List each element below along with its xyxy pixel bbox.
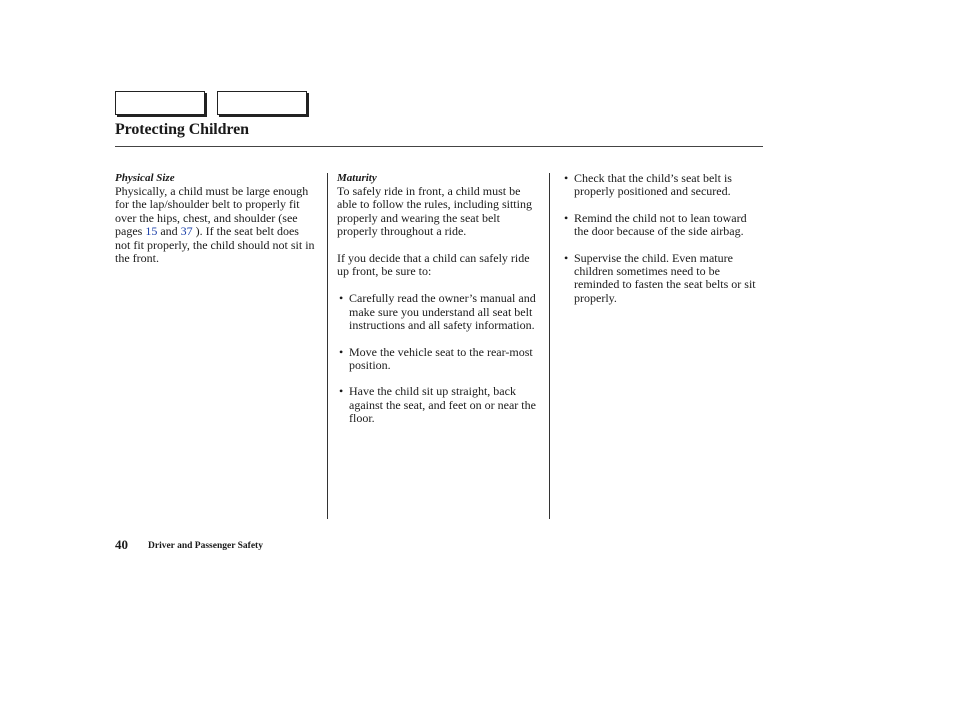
list-item bbox=[337, 346, 543, 373]
list-item bbox=[337, 292, 543, 332]
list-item-text: Carefully read the owner’s manual and make sure you understand all seat belt instructions and all safety information. bbox=[349, 291, 536, 333]
page-link-37[interactable]: 37 bbox=[180, 224, 193, 239]
page-title: Protecting Children bbox=[115, 121, 249, 138]
column-checklist bbox=[562, 172, 758, 318]
column-divider bbox=[549, 173, 550, 519]
column-divider bbox=[327, 173, 328, 519]
bullet-icon: • bbox=[564, 210, 569, 225]
list-item bbox=[337, 385, 543, 425]
nav-button-next[interactable] bbox=[217, 91, 307, 115]
footer-section-name: Driver and Passenger Safety bbox=[148, 541, 263, 551]
column-physical-size bbox=[115, 172, 317, 265]
nav-button-previous[interactable] bbox=[115, 91, 205, 115]
list-item bbox=[562, 212, 758, 239]
subheading-physical-size: Physical Size bbox=[115, 172, 175, 184]
list-item bbox=[562, 172, 758, 199]
physical-size-text-start: Physically, a child must be large enough for the lap/shoulder belt to properly fit over the hips, chest, and shoulder (see pages bbox=[115, 184, 309, 239]
physical-size-text-between: and bbox=[157, 224, 181, 239]
bullet-icon: • bbox=[339, 384, 344, 399]
title-divider bbox=[115, 146, 763, 147]
list-item-text: Remind the child not to lean toward the door because of the side airbag. bbox=[574, 210, 747, 239]
bullet-icon: • bbox=[339, 291, 344, 306]
list-item-text: Move the vehicle seat to the rear-most position. bbox=[349, 344, 533, 373]
list-item bbox=[562, 252, 758, 306]
checklist-bullet-list bbox=[562, 172, 758, 305]
bullet-icon: • bbox=[564, 171, 569, 185]
list-item-text: Supervise the child. Even mature children sometimes need to be reminded to fasten the seat belts or sit properly. bbox=[574, 250, 756, 305]
bullet-icon: • bbox=[564, 250, 569, 265]
physical-size-paragraph bbox=[115, 185, 317, 265]
maturity-paragraph-2: If you decide that a child can safely ride up front, be sure to: bbox=[337, 250, 530, 279]
maturity-paragraph-1: To safely ride in front, a child must be able to follow the rules, including sitting properly and wearing the seat belt properly throughout a ride. bbox=[337, 184, 532, 239]
bullet-icon: • bbox=[339, 344, 344, 359]
physical-size-text-end: ). If the seat belt does not fit properly, the child should not sit in the front. bbox=[115, 224, 315, 266]
subheading-maturity: Maturity bbox=[337, 172, 377, 184]
list-item-text: Have the child sit up straight, back against the seat, and feet on or near the floor. bbox=[349, 384, 536, 426]
page-number: 40 bbox=[115, 537, 128, 552]
list-item-text: Check that the child’s seat belt is properly positioned and secured. bbox=[574, 171, 732, 199]
page-link-15[interactable]: 15 bbox=[145, 224, 158, 239]
maturity-bullet-list bbox=[337, 292, 543, 425]
column-maturity bbox=[337, 172, 543, 439]
